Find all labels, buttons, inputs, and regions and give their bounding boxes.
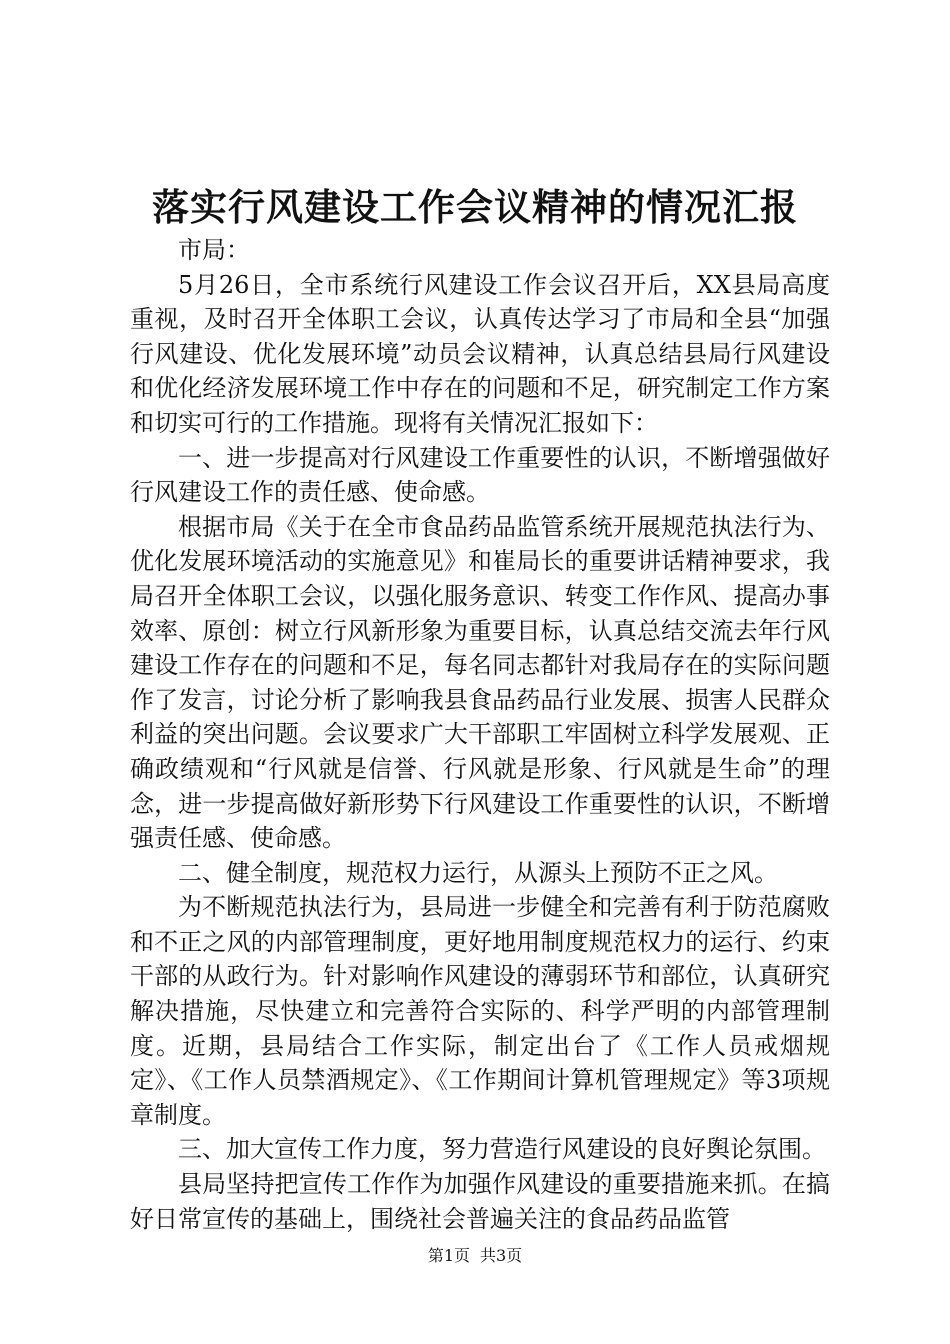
page-footer bbox=[0, 1246, 950, 1266]
page-number: 第1页 bbox=[427, 1246, 470, 1265]
document-title: 落实行风建设工作会议精神的情况汇报 bbox=[152, 185, 798, 229]
document-body bbox=[130, 233, 830, 1236]
salutation: 市局： bbox=[178, 236, 250, 264]
page-total: 共3页 bbox=[480, 1246, 523, 1265]
paragraph-intro: 5月26日，全市系统行风建设工作会议召开后，XX县局高度重视，及时召开全体职工会议，认真传达学习了市局和全县“加强行风建设、优化发展环境”动员会议精神，认真总结县局行风建设和优化经济发展环境工作中存在的问题和不足，研究制定工作方案和切实可行的工作措施。现将有关情况汇报如下： bbox=[130, 270, 830, 437]
paragraph-section-1: 根据市局《关于在全市食品药品监管系统开展规范执法行为、优化发展环境活动的实施意见》和崔局长的重要讲话精神要求，我局召开全体职工会议，以强化服务意识、转变工作作风、提高办事效率、原创：树立行风新形象为重要目标，认真总结交流去年行风建设工作存在的问题和不足，每名同志都针对我局存在的实际问题作了发言，讨论分析了影响我县食品药品行业发展、损害人民群众利益的突出问题。会议要求广大干部职工牢固树立科学发展观、正确政绩观和“行风就是信誉、行风就是形象、行风就是生命”的理念，进一步提高做好新形势下行风建设工作重要性的认识，不断增强责任感、使命感。 bbox=[130, 512, 830, 853]
paragraph-section-2: 为不断规范执法行为，县局进一步健全和完善有利于防范腐败和不正之风的内部管理制度，更好地用制度规范权力的运行、约束干部的从政行为。针对影响作风建设的薄弱环节和部位，认真研究解决措施，尽快建立和完善符合实际的、科学严明的内部管理制度。近期，县局结合工作实际，制定出台了《工作人员戒烟规定》、《工作人员禁酒规定》、《工作期间计算机管理规定》等3项规章制度。 bbox=[130, 893, 830, 1129]
section-heading-2: 二、健全制度，规范权力运行，从源头上预防不正之风。 bbox=[178, 858, 778, 887]
paragraph-section-3: 县局坚持把宣传工作作为加强作风建设的重要措施来抓。在搞好日常宣传的基础上，围绕社会普遍关注的食品药品监管 bbox=[130, 1170, 830, 1233]
section-heading-3: 三、加大宣传工作力度，努力营造行风建设的良好舆论氛围。 bbox=[178, 1135, 826, 1164]
section-heading-1: 一、进一步提高对行风建设工作重要性的认识，不断增强做好行风建设工作的责任感、使命感。 bbox=[130, 443, 830, 507]
